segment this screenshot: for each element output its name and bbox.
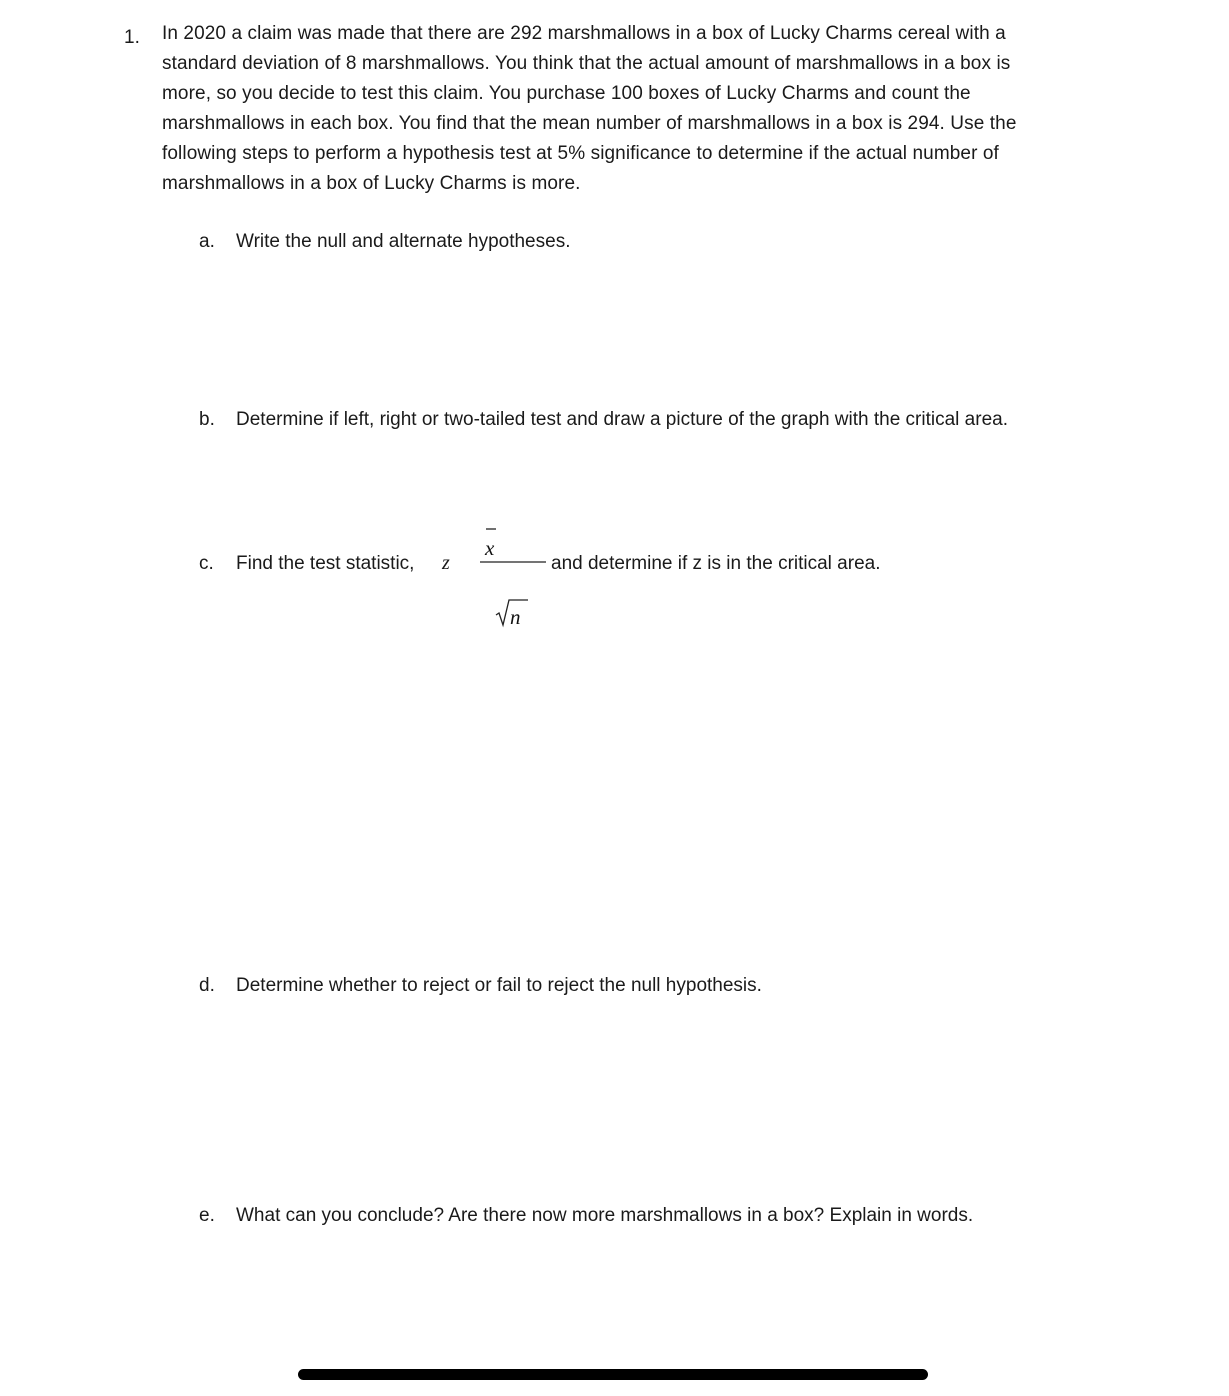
question-line: marshmallows in a box of Lucky Charms is more.	[162, 173, 581, 194]
part-e-text: What can you conclude? Are there now more marshmallows in a box? Explain in words.	[236, 1205, 974, 1226]
part-a	[199, 229, 570, 255]
question-line: marshmallows in each box. You find that the mean number of marshmallows in a box is 294. Use the	[162, 113, 1017, 134]
part-e	[199, 1203, 973, 1229]
part-d-letter: d.	[199, 975, 215, 996]
part-b-text: Determine if left, right or two-tailed test and draw a picture of the graph with the critical area.	[236, 409, 1008, 430]
test-statistic-formula	[468, 520, 548, 635]
part-e-letter: e.	[199, 1205, 215, 1226]
part-b-letter: b.	[199, 409, 215, 430]
part-c	[199, 551, 414, 577]
question-line: standard deviation of 8 marshmallows. You think that the actual amount of marshmallows in a box is	[162, 53, 1011, 74]
formula-numerator: x	[485, 536, 495, 560]
home-indicator-bar[interactable]	[298, 1369, 928, 1380]
part-c-text: Find the test statistic,	[236, 553, 415, 574]
part-a-letter: a.	[199, 231, 215, 252]
question-line: more, so you decide to test this claim. You purchase 100 boxes of Lucky Charms and count the	[162, 83, 971, 104]
formula-denominator: n	[510, 605, 521, 629]
z-symbol: z	[442, 552, 450, 574]
question-number: 1.	[124, 27, 140, 48]
question-line: In 2020 a claim was made that there are 292 marshmallows in a box of Lucky Charms cereal with a	[162, 23, 1006, 44]
question-line: following steps to perform a hypothesis test at 5% significance to determine if the actual number of	[162, 143, 999, 164]
part-c-text-after: and determine if z is in the critical area.	[551, 553, 881, 574]
part-d	[199, 973, 762, 999]
part-b	[199, 407, 1008, 433]
part-a-text: Write the null and alternate hypotheses.	[236, 231, 571, 252]
part-c-letter: c.	[199, 553, 214, 574]
part-d-text: Determine whether to reject or fail to reject the null hypothesis.	[236, 975, 762, 996]
question-text	[162, 19, 1102, 199]
